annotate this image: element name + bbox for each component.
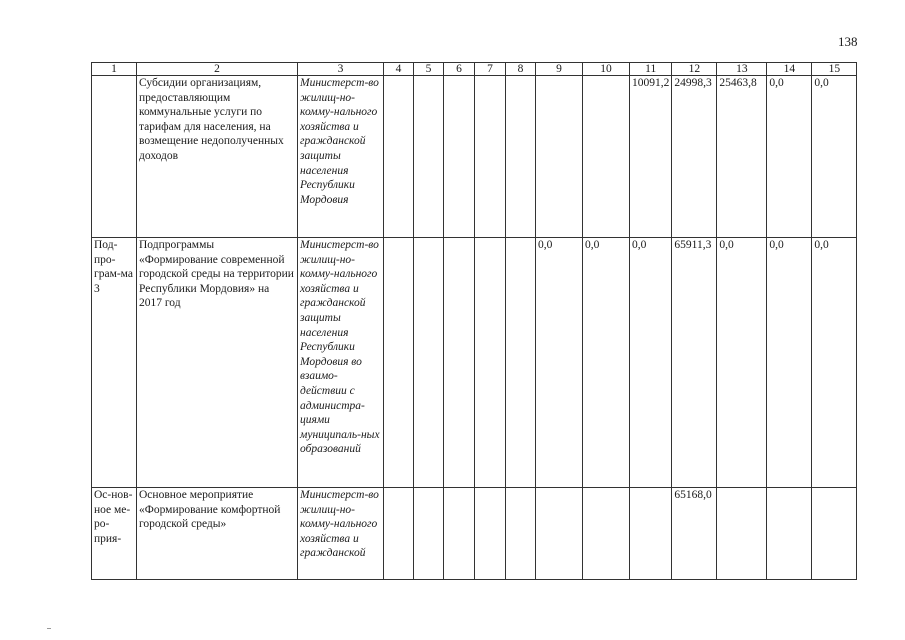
header-cell: 1 — [92, 63, 137, 76]
value-col13: 0,0 — [717, 238, 767, 488]
value-col12: 65911,3 — [672, 238, 717, 488]
value-col12: 24998,3 — [672, 76, 717, 238]
header-row — [92, 63, 857, 76]
table-row — [92, 76, 857, 238]
page-number: 138 — [838, 34, 858, 49]
value-col10: 0,0 — [583, 238, 630, 488]
value-col9 — [536, 488, 583, 580]
value-col11: 0,0 — [630, 238, 672, 488]
value-col15: 0,0 — [812, 238, 857, 488]
value-col14: 0,0 — [767, 76, 812, 238]
value-col13 — [717, 488, 767, 580]
header-cell: 9 — [536, 63, 583, 76]
row-responsible: Министерст-во жилищ-но-комму-нального хозяйства и гражданской защиты населения Республики Мордовия — [298, 76, 384, 238]
header-cell: 7 — [475, 63, 506, 76]
value-col15: 0,0 — [812, 76, 857, 238]
header-cell: 12 — [672, 63, 717, 76]
value-col9 — [536, 76, 583, 238]
row-title: Подпрограммы «Формирование современной городской среды на территории Республики Мордовия» на 2017 год — [137, 238, 298, 488]
table-row — [92, 238, 857, 488]
header-cell: 14 — [767, 63, 812, 76]
value-col11: 10091,2 — [630, 76, 672, 238]
row-title: Основное мероприятие «Формирование комфортной городской среды» — [137, 488, 298, 580]
row-responsible: Министерст-во жилищ-но-комму-нального хозяйства и гражданской — [298, 488, 384, 580]
value-col10 — [583, 488, 630, 580]
header-cell: 2 — [137, 63, 298, 76]
header-cell: 8 — [506, 63, 536, 76]
row-code — [92, 76, 137, 238]
header-cell: 15 — [812, 63, 857, 76]
value-col15 — [812, 488, 857, 580]
header-cell: 10 — [583, 63, 630, 76]
value-col10 — [583, 76, 630, 238]
scan-mark — [47, 628, 51, 629]
value-col12: 65168,0 — [672, 488, 717, 580]
header-cell: 11 — [630, 63, 672, 76]
row-title: Субсидии организациям, предоставляющим коммунальные услуги по тарифам для населения, на возмещение недополученных доходов — [137, 76, 298, 238]
header-cell: 4 — [384, 63, 414, 76]
value-col11 — [630, 488, 672, 580]
value-col14: 0,0 — [767, 238, 812, 488]
header-cell: 6 — [444, 63, 475, 76]
header-cell: 13 — [717, 63, 767, 76]
value-col14 — [767, 488, 812, 580]
budget-table — [91, 62, 857, 580]
row-code: Под-про-грам-ма 3 — [92, 238, 137, 488]
row-responsible: Министерст-во жилищ-но-комму-нального хозяйства и гражданской защиты населения Республики Мордовия во взаимо-действии с администра-циями муниципаль-ных образований — [298, 238, 384, 488]
header-cell: 5 — [414, 63, 444, 76]
table-row — [92, 488, 857, 580]
row-code: Ос-нов-ное ме-ро-прия- — [92, 488, 137, 580]
value-col9: 0,0 — [536, 238, 583, 488]
header-cell: 3 — [298, 63, 384, 76]
value-col13: 25463,8 — [717, 76, 767, 238]
